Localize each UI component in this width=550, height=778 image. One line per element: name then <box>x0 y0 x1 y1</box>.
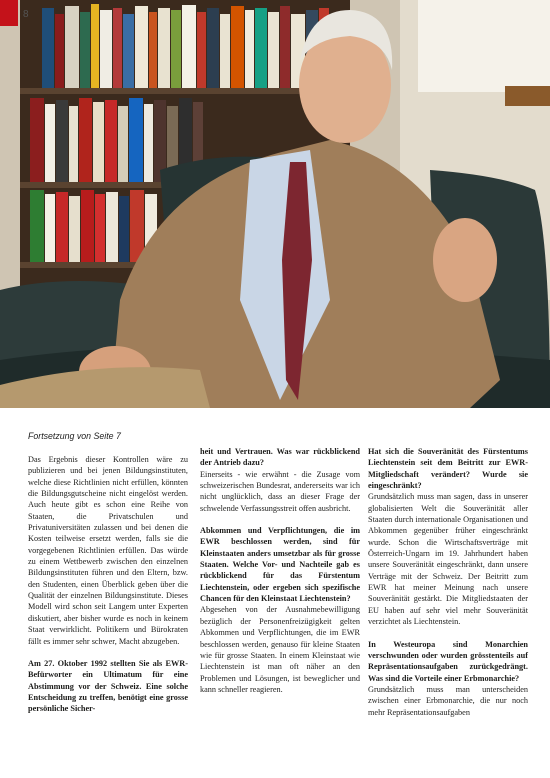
answer: Abgesehen von der Ausnahmebewilligung bezüglich der Personenfreizügigkeit gelten Abkommen und Verpflichtungen, die im EWR beschlossen werden, genauso für kleine Staaten wie für grosse Staaten. In einem Kleinstaat wie Liechtenstein ist man oft näher an den Problemen und Lösungen, ist beweglicher und kann schneller reagieren. <box>200 605 360 694</box>
page-number: 8 <box>23 9 29 20</box>
answer: Grundsätzlich muss man unterscheiden zwischen einer Erbmonarchie, die nur noch mehr Repräsentationsaufgaben <box>368 684 528 717</box>
column-1 <box>28 454 188 715</box>
question: Hat sich die Souveränität des Fürstentums Liechtenstein seit dem Beitritt zur EWR-Mitgliedschaft verändert? Wurde sie eingeschränkt? <box>368 447 528 491</box>
answer: Grundsätzlich muss man sagen, dass in unserer globalisierten Welt die Souveränität aller Staaten durch internationale Organisationen und Abkommen gegenüber früher eingeschränkt wurde. Schon die Wirtschaftsverträge mit Österreich-Ungarn im 19. Jahrhundert haben unsere Souveränität eingeschränkt, dann unsere Verträge mit der Schweiz. Der Beitritt zum EWR hat meiner Meinung nach unsere Souveränität gestärkt. Die Mitgliedstaaten der EU haben auf sehr viel mehr Souveränität verzichtet als Liechtenstein. <box>368 492 528 627</box>
page-tab-marker <box>0 0 18 26</box>
continued-note: Fortsetzung von Seite 7 <box>28 431 121 441</box>
column-3 <box>368 446 528 729</box>
question: Am 27. Oktober 1992 stellten Sie als EWR-Befürworter ein Ultimatum für eine Abstimmung vor der Schweiz. Eine solche Entscheidung zu treffen, benötigt eine grosse persönliche Sicher- <box>28 658 188 714</box>
question: In Westeuropa sind Monarchien verschwunden oder wurden grösstenteils auf Repräsentationsaufgaben zurückgedrängt. Was sind die Vorteile einer Erbmonarchie? <box>368 639 528 683</box>
column-2 <box>200 446 360 706</box>
question-continuation: heit und Vertrauen. Was war rückblickend der Antrieb dazu? <box>200 447 360 468</box>
paragraph: Das Ergebnis dieser Kontrollen wäre zu publizieren und bei jenen Bildungsinstituten, welche diese Richtlinien nicht erfüllen, könnten die Bildungsgutscheine nicht eingelöst werden. Auch heute gibt es schon eine Reihe von Staaten, die Privatschulen und Privatuniversitäten zulassen und bei denen die Kosten teilweise ersetzt werden, falls sie die vorgegebenen Richtlinien erfüllen. Das würde zu einem Wettbewerb zwischen den einzelnen Bildungsinstituten führen und den Eltern, bzw. den Studenten, einen Überblick geben über die Qualität der einzelnen Bildungsinstitute. Dieses Modell wird schon seit Langem unter Experten diskutiert, aber bisher wurde es noch in keinem Staat verwirklicht. Politikern und Bürokraten fällt es immer sehr schwer, Macht abzugeben. <box>28 455 188 646</box>
question: Abkommen und Verpflichtungen, die im EWR beschlossen werden, sind für Kleinstaaten anders umsetzbar als für grosse Staaten. Welche Vor- und Nachteile gab es rückblickend für das Fürstentum Liechtenstein, oder ergeben sich spezifische Chancen für den Kleinstaat Liechtenstein? <box>200 526 360 604</box>
answer: Einerseits - wie erwähnt - die Zusage vom schweizerischen Bundesrat, andererseits war ich nicht unglücklich, dass an dieser Frage der schwelende Verfassungsstreit offen ausbricht. <box>200 469 360 513</box>
